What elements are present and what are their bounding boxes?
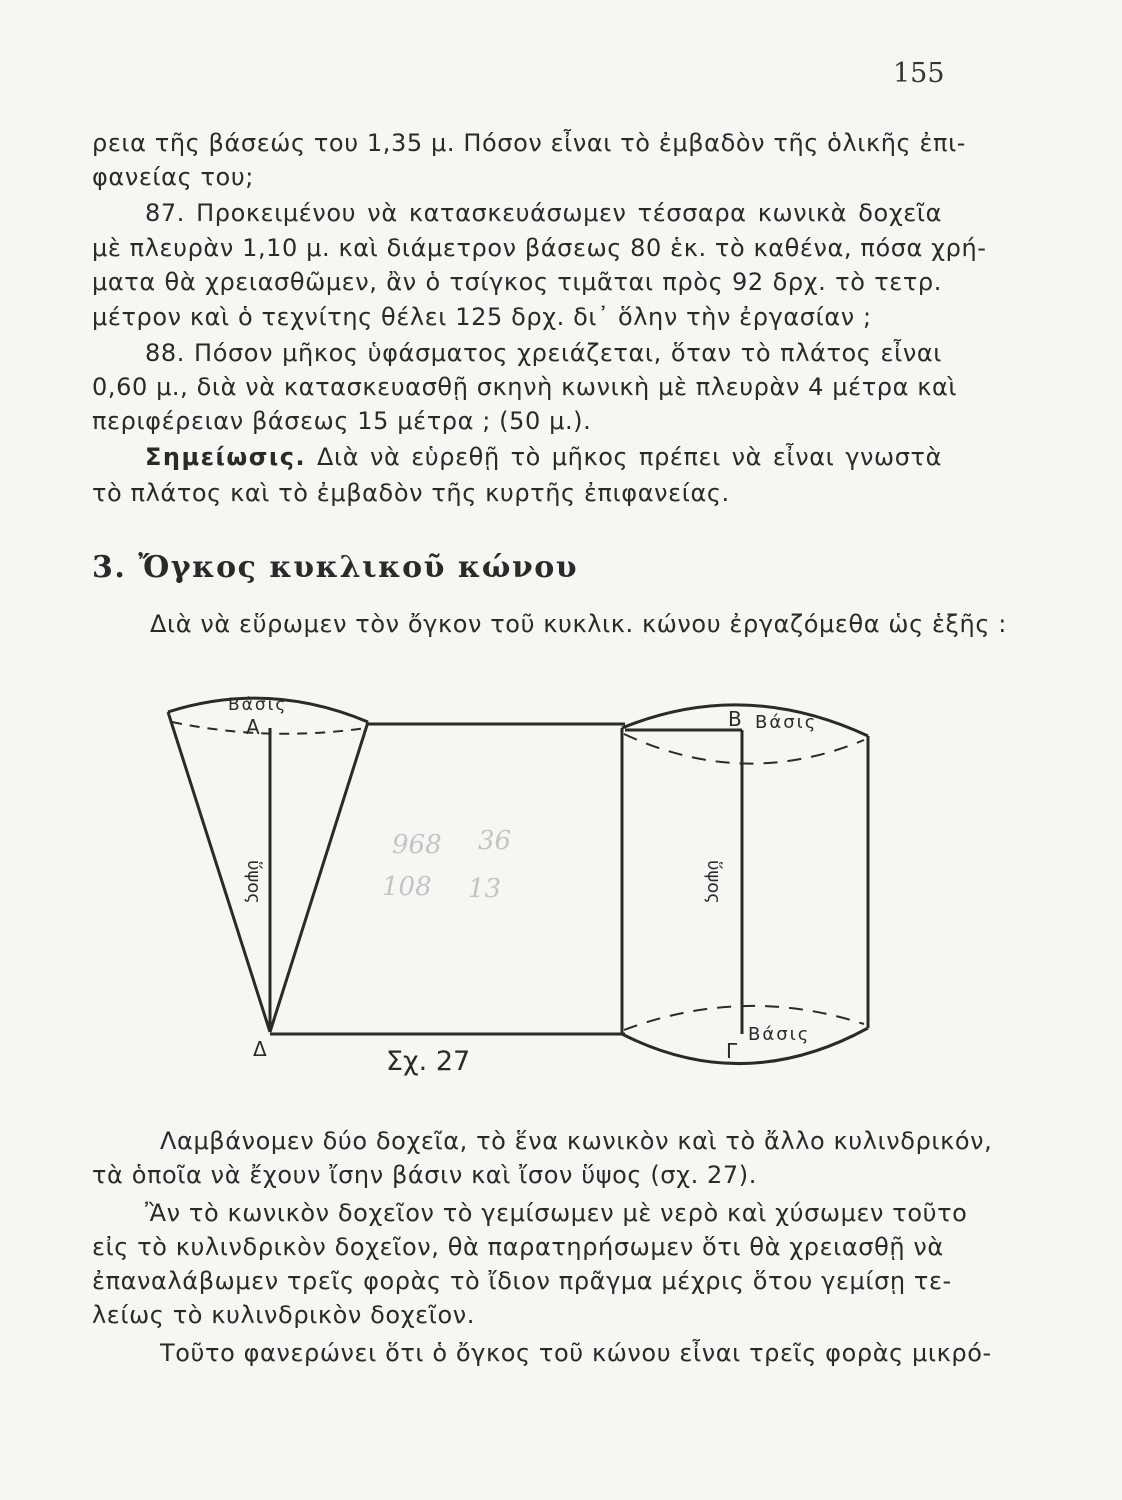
pencil-mark: 13 <box>468 874 502 904</box>
cyl-bottom-base-label: Βάσις <box>748 1024 811 1045</box>
height-label-right: ὕψος <box>703 860 724 904</box>
text-line: Ἂν τὸ κωνικὸν δοχεῖον τὸ γεμίσωμεν μὲ νερὸ καὶ χύσωμεν τοῦτο <box>145 1199 968 1227</box>
cone-right-slant <box>270 722 368 1032</box>
point-g-label: Γ <box>726 1039 738 1063</box>
pencil-mark: 108 <box>382 872 432 902</box>
pencil-mark: 36 <box>478 826 512 856</box>
figure-caption: Σχ. 27 <box>386 1046 471 1077</box>
intro-line: Διὰ νὰ εὕρωμεν τὸν ὄγκον τοῦ κυκλικ. κώνου ἐργαζόμεθα ὡς ἑξῆς : <box>150 610 1007 638</box>
text-line: περιφέρειαν βάσεως 15 μέτρα ; (50 μ.). <box>92 407 592 435</box>
text-line: ματα θὰ χρειασθῶμεν, ἂν ὁ τσίγκος τιμᾶται πρὸς 92 δρχ. τὸ τετρ. <box>92 268 942 296</box>
text-line: τὰ ὁποῖα νὰ ἔχουν ἴσην βάσιν καὶ ἴσον ὕψος (σχ. 27). <box>92 1161 757 1189</box>
text-line: φανείας του; <box>92 163 254 191</box>
text-line: μέτρον καὶ ὁ τεχνίτης θέλει 125 δρχ. δι᾿ ὅλην τὴν ἐργασίαν ; <box>92 303 872 331</box>
cyl-top-base-label: Βάσις <box>755 712 818 733</box>
text-line: εἰς τὸ κυλινδρικὸν δοχεῖον, θὰ παρατηρήσωμεν ὅτι θὰ χρειασθῇ νὰ <box>92 1233 944 1261</box>
exercise-88-line: 88. Πόσον μῆκος ὑφάσματος χρειάζεται, ὅταν τὸ πλάτος εἶναι <box>145 339 942 367</box>
exercise-87-line: 87. Προκειμένου νὰ κατασκευάσωμεν τέσσαρα κωνικὰ δοχεῖα <box>145 199 942 227</box>
cyl-top-dashed-arc <box>624 734 864 764</box>
height-label-left: ὕψος <box>243 860 264 904</box>
text-line: 0,60 μ., διὰ νὰ κατασκευασθῇ σκηνὴ κωνικὴ μὲ πλευρὰν 4 μέτρα καὶ <box>92 373 958 401</box>
point-a-label: Α <box>246 715 260 739</box>
note-text: Διὰ νὰ εὑρεθῇ τὸ μῆκος πρέπει νὰ εἶναι γνωστὰ <box>316 443 942 471</box>
cyl-bottom-dashed-arc <box>624 1006 864 1030</box>
text-line: λείως τὸ κυλινδρικὸν δοχεῖον. <box>92 1301 475 1329</box>
point-d-label: Δ <box>253 1037 267 1061</box>
pencil-mark: 968 <box>392 830 442 860</box>
page-number: 155 <box>893 58 945 89</box>
section-heading: 3. Ὄγκος κυκλικοῦ κώνου <box>92 550 579 585</box>
note-label: Σημείωσις. <box>145 443 307 471</box>
text-line: ρεια τῆς βάσεώς του 1,35 μ. Πόσον εἶναι τὸ ἐμβαδὸν τῆς ὁλικῆς ἐπι- <box>92 129 967 157</box>
text-line: Τοῦτο φανερώνει ὅτι ὁ ὄγκος τοῦ κώνου εἶναι τρεῖς φορὰς μικρό- <box>160 1339 992 1367</box>
cone-base-label: Βάσις <box>228 695 288 715</box>
note-line-2: τὸ πλάτος καὶ τὸ ἐμβαδὸν τῆς κυρτῆς ἐπιφανείας. <box>92 479 730 507</box>
text-line: ἐπαναλάβωμεν τρεῖς φορὰς τὸ ἴδιον πρᾶγμα μέχρις ὅτου γεμίσῃ τε- <box>92 1267 952 1295</box>
cyl-bottom-arc <box>622 1028 868 1064</box>
text-line: Λαμβάνομεν δύο δοχεῖα, τὸ ἕνα κωνικὸν καὶ τὸ ἄλλο κυλινδρικόν, <box>160 1127 993 1155</box>
text-line: μὲ πλευρὰν 1,10 μ. καὶ διάμετρον βάσεως 80 ἑκ. τὸ καθένα, πόσα χρή- <box>92 234 987 262</box>
point-b-label: Β <box>728 707 742 731</box>
